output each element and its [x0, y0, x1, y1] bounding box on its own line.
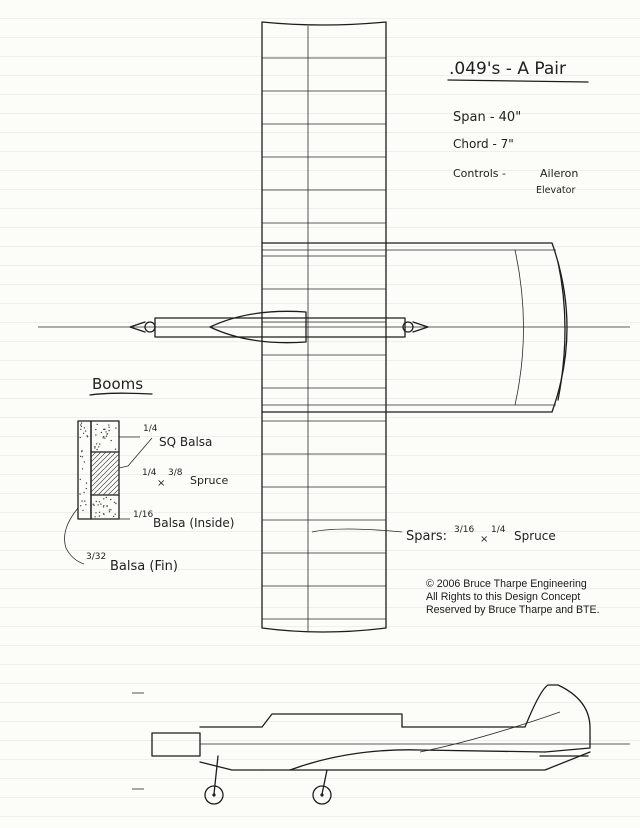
- stipple-dot: [98, 446, 99, 447]
- stipple-dot: [81, 426, 82, 427]
- chord-text: Chord - 7": [453, 137, 514, 151]
- stipple-dot: [83, 492, 84, 493]
- stipple-dot: [81, 500, 82, 501]
- stipple-dot: [115, 514, 116, 515]
- side-view: [132, 685, 630, 804]
- stipple-dot: [81, 451, 82, 452]
- stipple-dot: [93, 504, 94, 505]
- stipple-dot: [94, 446, 95, 447]
- inside-label: Balsa (Inside): [153, 516, 235, 530]
- spruce-fraction-b: 3/8: [168, 468, 183, 478]
- stipple-dot: [99, 515, 100, 516]
- spars-label: Spars:: [406, 529, 447, 544]
- stipple-dot: [101, 432, 102, 433]
- stipple-dot: [80, 505, 81, 506]
- stipple-dot: [84, 427, 85, 428]
- stipple-dot: [83, 433, 84, 434]
- copyright-line: © 2006 Bruce Tharpe Engineering: [426, 578, 587, 590]
- spec-block: [448, 59, 588, 196]
- stipple-dot: [114, 502, 115, 503]
- spars-fraction-b: 1/4: [491, 525, 506, 535]
- stipple-dot: [103, 498, 104, 499]
- stipple-dot: [82, 510, 83, 511]
- stipple-dot: [86, 435, 87, 436]
- stipple-dot: [96, 501, 97, 502]
- stipple-dot: [96, 443, 97, 444]
- stipple-dot: [108, 430, 109, 431]
- controls-aileron: Aileron: [540, 167, 579, 180]
- booms-heading: Booms: [92, 375, 144, 393]
- stipple-dot: [111, 440, 112, 441]
- controls-label: Controls -: [453, 167, 506, 180]
- stipple-dot: [79, 493, 80, 494]
- stipple-dot: [82, 468, 83, 469]
- stipple-dot: [115, 503, 116, 504]
- stipple-dot: [85, 504, 86, 505]
- spars-callout: [312, 525, 556, 545]
- inside-fraction: 1/16: [133, 510, 154, 520]
- stipple-dot: [95, 434, 96, 435]
- spars-fraction-a: 3/16: [454, 525, 475, 535]
- stipple-dot: [98, 504, 99, 505]
- stipple-dot: [104, 437, 105, 438]
- stipple-dot: [81, 422, 82, 423]
- stipple-dot: [86, 488, 87, 489]
- stipple-dot: [109, 511, 110, 512]
- spars-material: Spruce: [514, 529, 556, 543]
- stipple-dot: [106, 497, 107, 498]
- stipple-dot: [104, 429, 105, 430]
- stipple-dot: [103, 436, 104, 437]
- stipple-dot: [109, 509, 110, 510]
- fin-fraction: 3/32: [86, 552, 107, 562]
- stipple-dot: [95, 429, 96, 430]
- stipple-dot: [97, 424, 98, 425]
- stipple-dot: [84, 500, 85, 501]
- stipple-dot: [103, 505, 104, 506]
- stipple-dot: [99, 443, 100, 444]
- stipple-dot: [108, 427, 109, 428]
- stipple-dot: [115, 449, 116, 450]
- stipple-dot: [85, 430, 86, 431]
- title-text: .049's - A Pair: [449, 59, 566, 79]
- copyright-notice: [426, 578, 640, 617]
- controls-elevator: Elevator: [536, 185, 576, 196]
- stipple-dot: [80, 424, 81, 425]
- fuselage-top-view: [38, 311, 630, 342]
- spruce-label: Spruce: [190, 474, 229, 487]
- stipple-dot: [102, 437, 103, 438]
- stipple-dot: [110, 499, 111, 500]
- stipple-dot: [94, 516, 95, 517]
- stipple-dot: [80, 429, 81, 430]
- stipple-dot: [86, 482, 87, 483]
- stipple-dot: [107, 433, 108, 434]
- stipple-dot: [103, 514, 104, 515]
- copyright-line: Reserved by Bruce Tharpe and BTE.: [426, 604, 600, 616]
- stipple-dot: [82, 456, 83, 457]
- wing-ribs: [262, 58, 386, 619]
- stipple-dot: [106, 436, 107, 437]
- svg-text:×: ×: [480, 534, 489, 545]
- stipple-dot: [99, 501, 100, 502]
- stipple-dot: [115, 427, 116, 428]
- copyright-line: All Rights to this Design Concept: [426, 591, 581, 603]
- stipple-dot: [108, 424, 109, 425]
- stipple-dot: [95, 512, 96, 513]
- span-text: Span - 40": [453, 110, 522, 125]
- booms-section: [65, 375, 235, 574]
- stipple-dot: [100, 503, 101, 504]
- stipple-dot: [113, 516, 114, 517]
- stipple-dot: [99, 512, 100, 513]
- stipple-dot: [94, 447, 95, 448]
- stipple-dot: [110, 509, 111, 510]
- stipple-dot: [106, 506, 107, 507]
- stipple-dot: [84, 461, 85, 462]
- stipple-dot: [80, 479, 81, 480]
- stipple-dot: [80, 437, 81, 438]
- sq-balsa-fraction: 1/4: [143, 424, 158, 434]
- sq-balsa-label: SQ Balsa: [159, 435, 213, 449]
- fin-label: Balsa (Fin): [110, 559, 178, 574]
- spruce-fraction-a: 1/4: [142, 468, 157, 478]
- stipple-dot: [80, 456, 81, 457]
- stipple-dot: [96, 449, 97, 450]
- stipple-dot: [105, 431, 106, 432]
- svg-text:×: ×: [157, 478, 166, 489]
